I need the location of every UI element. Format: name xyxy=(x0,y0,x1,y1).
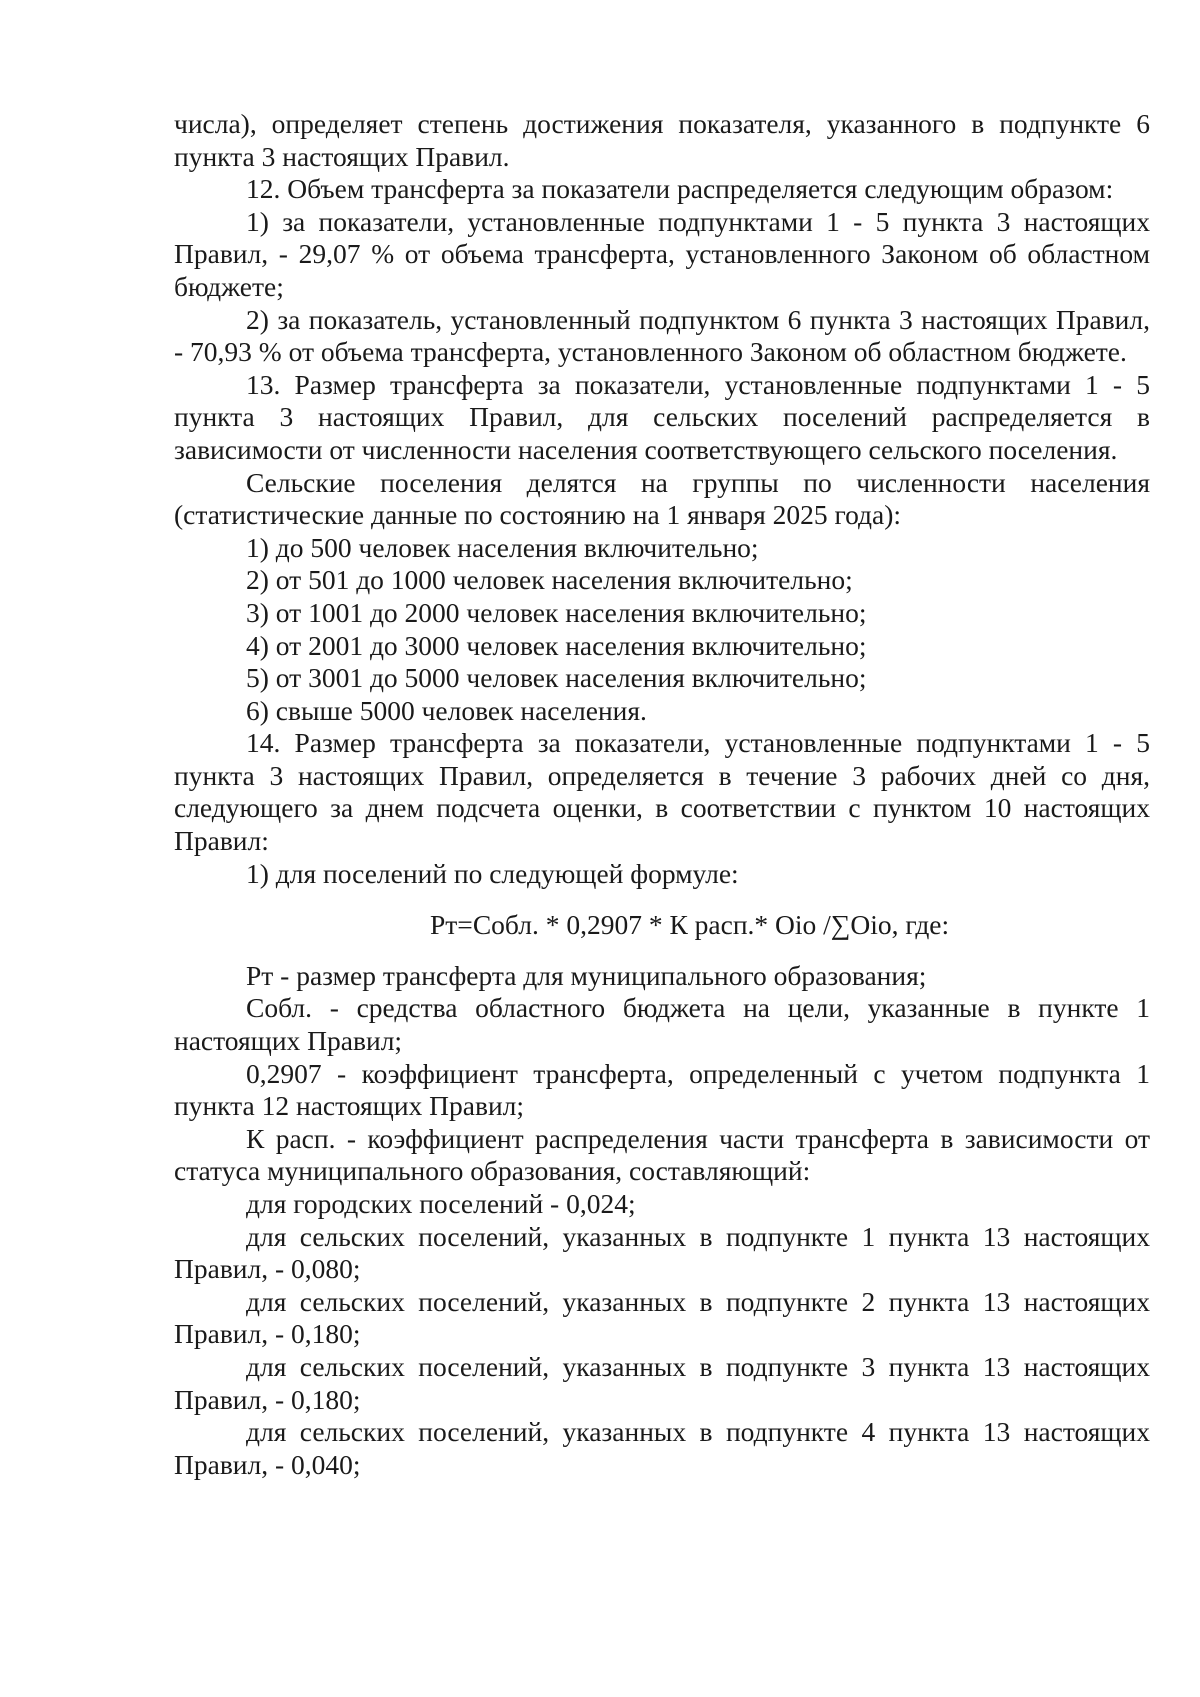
coefficient-rural-1: для сельских поселений, указанных в подпункте 1 пункта 13 настоящих Правил, - 0,080; xyxy=(174,1220,1150,1285)
paragraph-subitem-12-1: 1) за показатели, установленные подпунктами 1 - 5 пункта 3 настоящих Правил, - 29,07 % от объема трансферта, установленного Законом об областном бюджете; xyxy=(174,205,1150,302)
list-item-group-1: 1) до 500 человек населения включительно; xyxy=(246,531,759,563)
paragraph-continuation: числа), определяет степень достижения показателя, указанного в подпункте 6 пункта 3 настоящих Правил. xyxy=(174,108,1150,172)
coefficient-rural-2: для сельских поселений, указанных в подпункте 2 пункта 13 настоящих Правил, - 0,180; xyxy=(174,1285,1150,1350)
paragraph-subitem-14-1: 1) для поселений по следующей формуле: xyxy=(246,857,739,889)
list-item-group-6: 6) свыше 5000 человек населения. xyxy=(246,694,647,726)
list-item-group-3: 3) от 1001 до 2000 человек населения включительно; xyxy=(246,596,867,628)
definition-rt: Рт - размер трансферта для муниципального образования; xyxy=(246,959,927,991)
list-item-group-2: 2) от 501 до 1000 человек населения включительно; xyxy=(246,564,853,596)
document-page xyxy=(174,108,1150,1481)
definition-k-rasp: К расп. - коэффициент распределения части трансферта в зависимости от статуса муниципального образования, составляющий: xyxy=(174,1122,1150,1187)
paragraph-item-14: 14. Размер трансферта за показатели, установленные подпунктами 1 - 5 пункта 3 настоящих Правил, определяется в течение 3 рабочих дней со дня, следующего за днем подсчета оценки, в соответствии с пунктом 10 настоящих Правил: xyxy=(174,727,1150,857)
coefficient-rural-4: для сельских поселений, указанных в подпункте 4 пункта 13 настоящих Правил, - 0,040; xyxy=(174,1416,1150,1480)
paragraph-item-13: 13. Размер трансферта за показатели, установленные подпунктами 1 - 5 пункта 3 настоящих Правил, для сельских поселений распределяется в зависимости от численности населения соответствующего сельского поселения. xyxy=(174,368,1150,465)
list-item-group-4: 4) от 2001 до 3000 человек населения включительно; xyxy=(246,629,867,661)
coefficient-rural-3: для сельских поселений, указанных в подпункте 3 пункта 13 настоящих Правил, - 0,180; xyxy=(174,1350,1150,1415)
paragraph-groups-intro: Сельские поселения делятся на группы по численности населения (статистические данные по состоянию на 1 января 2025 года): xyxy=(174,466,1150,531)
coefficient-urban: для городских поселений - 0,024; xyxy=(246,1188,636,1219)
paragraph-subitem-12-2: 2) за показатель, установленный подпунктом 6 пункта 3 настоящих Правил, - 70,93 % от объема трансферта, установленного Законом об областном бюджете. xyxy=(174,303,1150,368)
list-item-group-5: 5) от 3001 до 5000 человек населения включительно; xyxy=(246,662,867,694)
paragraph-item-12: 12. Объем трансферта за показатели распределяется следующим образом: xyxy=(246,173,1114,205)
formula: Рт=Собл. * 0,2907 * К расп.* Оiо /∑Оiо, где: xyxy=(430,909,950,941)
definition-coefficient: 0,2907 - коэффициент трансферта, определенный с учетом подпункта 1 пункта 12 настоящих Правил; xyxy=(174,1057,1150,1122)
definition-sobl: Собл. - средства областного бюджета на цели, указанные в пункте 1 настоящих Правил; xyxy=(174,992,1150,1057)
